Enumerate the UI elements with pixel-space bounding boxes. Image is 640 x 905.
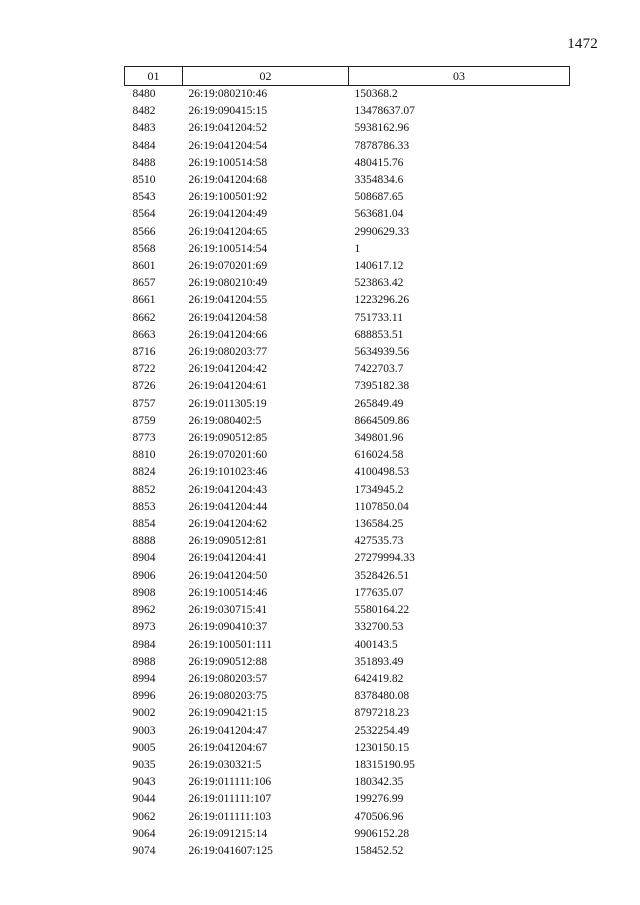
table-row <box>125 138 570 155</box>
table-row <box>125 602 570 619</box>
table-row <box>125 258 570 275</box>
cell-col-03: 8664509.86 <box>354 414 410 427</box>
cell-col-03: 199276.99 <box>354 793 404 806</box>
header-col-03: 03 <box>349 67 570 86</box>
cell-col-03: 616024.58 <box>354 449 404 462</box>
cell-col-01: 8973 <box>132 621 156 634</box>
cell-col-02: 26:19:030715:41 <box>188 604 268 617</box>
cell-col-01: 9064 <box>132 827 156 840</box>
table-row <box>125 172 570 189</box>
table-row <box>125 533 570 550</box>
cell-col-03: 136584.25 <box>354 518 404 531</box>
cell-col-03: 563681.04 <box>354 208 404 221</box>
cell-col-02: 26:19:070201:69 <box>188 260 268 273</box>
table-row <box>125 396 570 413</box>
cell-col-02: 26:19:070201:60 <box>188 449 268 462</box>
cell-col-02: 26:19:091215:14 <box>188 827 268 840</box>
cell-col-01: 8657 <box>132 277 156 290</box>
cell-col-03: 1230150.15 <box>354 741 410 754</box>
cell-col-01: 8773 <box>132 432 156 445</box>
table-row <box>125 568 570 585</box>
cell-col-02: 26:19:041204:47 <box>188 724 268 737</box>
table-row <box>125 516 570 533</box>
cell-col-02: 26:19:101023:46 <box>188 466 268 479</box>
cell-col-02: 26:19:041204:66 <box>188 328 268 341</box>
cell-col-02: 26:19:041204:65 <box>188 225 268 238</box>
cell-col-01: 8488 <box>132 156 156 169</box>
cell-col-02: 26:19:100501:111 <box>188 638 272 651</box>
table-row <box>125 327 570 344</box>
cell-col-03: 5938162.96 <box>354 122 410 135</box>
cell-col-01: 8480 <box>132 88 156 100</box>
table-row <box>125 447 570 464</box>
cell-col-01: 8484 <box>132 139 156 152</box>
table-row <box>125 103 570 120</box>
cell-col-01: 8984 <box>132 638 156 651</box>
table-row <box>125 550 570 567</box>
cell-col-01: 8824 <box>132 466 156 479</box>
cell-col-02: 26:19:090415:15 <box>188 105 268 118</box>
cell-col-01: 8906 <box>132 569 156 582</box>
table-row <box>125 757 570 774</box>
cell-col-01: 8908 <box>132 586 156 599</box>
table-row <box>125 378 570 395</box>
cell-col-03: 1734945.2 <box>354 483 404 496</box>
cell-col-03: 1223296.26 <box>354 294 410 307</box>
table-row <box>125 292 570 309</box>
cell-col-01: 8663 <box>132 328 156 341</box>
cell-col-01: 8716 <box>132 346 156 359</box>
table-row <box>125 206 570 223</box>
cell-col-03: 180342.35 <box>354 776 404 789</box>
cell-col-03: 470506.96 <box>354 810 404 823</box>
cell-col-03: 3528426.51 <box>354 569 410 582</box>
cell-col-02: 26:19:041204:41 <box>188 552 268 565</box>
cell-col-01: 9035 <box>132 758 156 771</box>
table-row <box>125 310 570 327</box>
cell-col-02: 26:19:011111:107 <box>188 793 272 806</box>
cell-col-03: 8797218.23 <box>354 707 410 720</box>
cell-col-02: 26:19:041204:44 <box>188 500 268 513</box>
cell-col-01: 8726 <box>132 380 156 393</box>
table-row <box>125 740 570 757</box>
cell-col-03: 265849.49 <box>354 397 404 410</box>
cell-col-03: 7395182.38 <box>354 380 410 393</box>
cell-col-02: 26:19:011305:19 <box>188 397 267 410</box>
cell-col-03: 18315190.95 <box>354 758 415 771</box>
cell-col-03: 508687.65 <box>354 191 404 204</box>
cell-col-02: 26:19:011111:106 <box>188 776 272 789</box>
table-row <box>125 671 570 688</box>
cell-col-03: 177635.07 <box>354 586 404 599</box>
cell-col-03: 1107850.04 <box>354 500 409 513</box>
cell-col-02: 26:19:100514:58 <box>188 156 268 169</box>
cell-col-02: 26:19:090410:37 <box>188 621 268 634</box>
cell-col-03: 523863.42 <box>354 277 404 290</box>
cell-col-01: 8564 <box>132 208 156 221</box>
table-row <box>125 482 570 499</box>
cell-col-01: 8904 <box>132 552 156 565</box>
cell-col-01: 8996 <box>132 690 156 703</box>
cell-col-03: 9906152.28 <box>354 827 410 840</box>
table-row <box>125 430 570 447</box>
cell-col-01: 9005 <box>132 741 156 754</box>
table-row <box>125 585 570 602</box>
cell-col-03: 751733.11 <box>354 311 403 324</box>
cell-col-01: 8810 <box>132 449 156 462</box>
table-row <box>125 499 570 516</box>
table-row <box>125 809 570 826</box>
cell-col-02: 26:19:090512:85 <box>188 432 268 445</box>
cell-col-01: 8962 <box>132 604 156 617</box>
table-row <box>125 120 570 137</box>
cell-col-02: 26:19:041204:67 <box>188 741 268 754</box>
cell-col-02: 26:19:041204:55 <box>188 294 268 307</box>
cell-col-01: 8483 <box>132 122 156 135</box>
cell-col-01: 8854 <box>132 518 156 531</box>
cell-col-02: 26:19:041204:43 <box>188 483 268 496</box>
cell-col-02: 26:19:100501:92 <box>188 191 268 204</box>
cell-col-03: 642419.82 <box>354 672 404 685</box>
cell-col-02: 26:19:041204:68 <box>188 174 268 187</box>
table-row <box>125 241 570 258</box>
table-header <box>125 67 570 86</box>
cell-col-02: 26:19:080210:49 <box>188 277 268 290</box>
cell-col-03: 5580164.22 <box>354 604 410 617</box>
cell-col-03: 2990629.33 <box>354 225 410 238</box>
cell-col-01: 8601 <box>132 260 156 273</box>
cell-col-01: 8543 <box>132 191 156 204</box>
table-row <box>125 86 570 104</box>
cell-col-02: 26:19:041204:61 <box>188 380 268 393</box>
cell-col-03: 7878786.33 <box>354 139 410 152</box>
cell-col-01: 9062 <box>132 810 156 823</box>
cell-col-02: 26:19:090512:81 <box>188 535 268 548</box>
table-body <box>125 86 570 861</box>
header-row <box>125 67 570 86</box>
cell-col-03: 13478637.07 <box>354 105 415 118</box>
table-row <box>125 275 570 292</box>
cell-col-03: 8378480.08 <box>354 690 410 703</box>
table-row <box>125 774 570 791</box>
cell-col-02: 26:19:030321:5 <box>188 758 262 771</box>
cell-col-03: 3354834.6 <box>354 174 404 187</box>
cell-col-01: 8888 <box>132 535 156 548</box>
cell-col-02: 26:19:100514:46 <box>188 586 268 599</box>
table-row <box>125 843 570 860</box>
cell-col-01: 8994 <box>132 672 156 685</box>
cell-col-03: 427535.73 <box>354 535 404 548</box>
cell-col-01: 9003 <box>132 724 156 737</box>
cell-col-02: 26:19:041607:125 <box>188 844 273 857</box>
header-col-01: 01 <box>125 67 183 86</box>
cell-col-03: 158452.52 <box>354 844 404 857</box>
cell-col-03: 4100498.53 <box>354 466 410 479</box>
cell-col-02: 26:19:011111:103 <box>188 810 272 823</box>
table-row <box>125 826 570 843</box>
page-number: 1472 <box>567 36 598 52</box>
cell-col-01: 8568 <box>132 242 156 255</box>
cell-col-01: 8510 <box>132 174 156 187</box>
cell-col-01: 9044 <box>132 793 156 806</box>
cell-col-03: 332700.53 <box>354 621 404 634</box>
cell-col-01: 8566 <box>132 225 156 238</box>
cell-col-02: 26:19:080203:77 <box>188 346 268 359</box>
cell-col-03: 7422703.7 <box>354 363 404 376</box>
cell-col-01: 8759 <box>132 414 156 427</box>
cell-col-02: 26:19:041204:50 <box>188 569 268 582</box>
cell-col-01: 8852 <box>132 483 156 496</box>
table-row <box>125 705 570 722</box>
cell-col-03: 5634939.56 <box>354 346 410 359</box>
table-row <box>125 413 570 430</box>
cell-col-01: 8661 <box>132 294 156 307</box>
cell-col-03: 150368.2 <box>354 88 398 100</box>
cell-col-01: 8757 <box>132 397 156 410</box>
table-row <box>125 361 570 378</box>
cell-col-02: 26:19:041204:42 <box>188 363 268 376</box>
cell-col-01: 9074 <box>132 844 156 857</box>
cell-col-03: 2532254.49 <box>354 724 410 737</box>
cell-col-02: 26:19:080203:75 <box>188 690 268 703</box>
cell-col-01: 8722 <box>132 363 156 376</box>
cell-col-02: 26:19:041204:62 <box>188 518 268 531</box>
cell-col-01: 8482 <box>132 105 156 118</box>
cell-col-02: 26:19:041204:52 <box>188 122 268 135</box>
table-row <box>125 464 570 481</box>
cell-col-03: 27279994.33 <box>354 552 415 565</box>
table-row <box>125 654 570 671</box>
cell-col-01: 8853 <box>132 500 156 513</box>
cell-col-03: 349801.96 <box>354 432 404 445</box>
cell-col-02: 26:19:041204:49 <box>188 208 268 221</box>
table-row <box>125 791 570 808</box>
cell-col-03: 140617.12 <box>354 260 404 273</box>
cell-col-03: 400143.5 <box>354 638 398 651</box>
cell-col-02: 26:19:080203:57 <box>188 672 268 685</box>
cell-col-01: 9002 <box>132 707 156 720</box>
table-row <box>125 189 570 206</box>
cell-col-01: 8988 <box>132 655 156 668</box>
table-row <box>125 723 570 740</box>
cell-col-02: 26:19:080210:46 <box>188 88 268 100</box>
data-table <box>124 66 570 860</box>
cell-col-02: 26:19:090512:88 <box>188 655 268 668</box>
cell-col-03: 1 <box>354 242 361 255</box>
cell-col-01: 8662 <box>132 311 156 324</box>
cell-col-02: 26:19:090421:15 <box>188 707 268 720</box>
cell-col-02: 26:19:041204:58 <box>188 311 268 324</box>
table-row <box>125 619 570 636</box>
cell-col-01: 9043 <box>132 776 156 789</box>
cell-col-03: 480415.76 <box>354 156 404 169</box>
table-row <box>125 688 570 705</box>
table-row <box>125 155 570 172</box>
cell-col-02: 26:19:080402:5 <box>188 414 262 427</box>
table-row <box>125 224 570 241</box>
table-row <box>125 344 570 361</box>
cell-col-03: 351893.49 <box>354 655 404 668</box>
cell-col-03: 688853.51 <box>354 328 404 341</box>
cell-col-02: 26:19:100514:54 <box>188 242 268 255</box>
cell-col-02: 26:19:041204:54 <box>188 139 268 152</box>
header-col-02: 02 <box>183 67 349 86</box>
table-row <box>125 637 570 654</box>
